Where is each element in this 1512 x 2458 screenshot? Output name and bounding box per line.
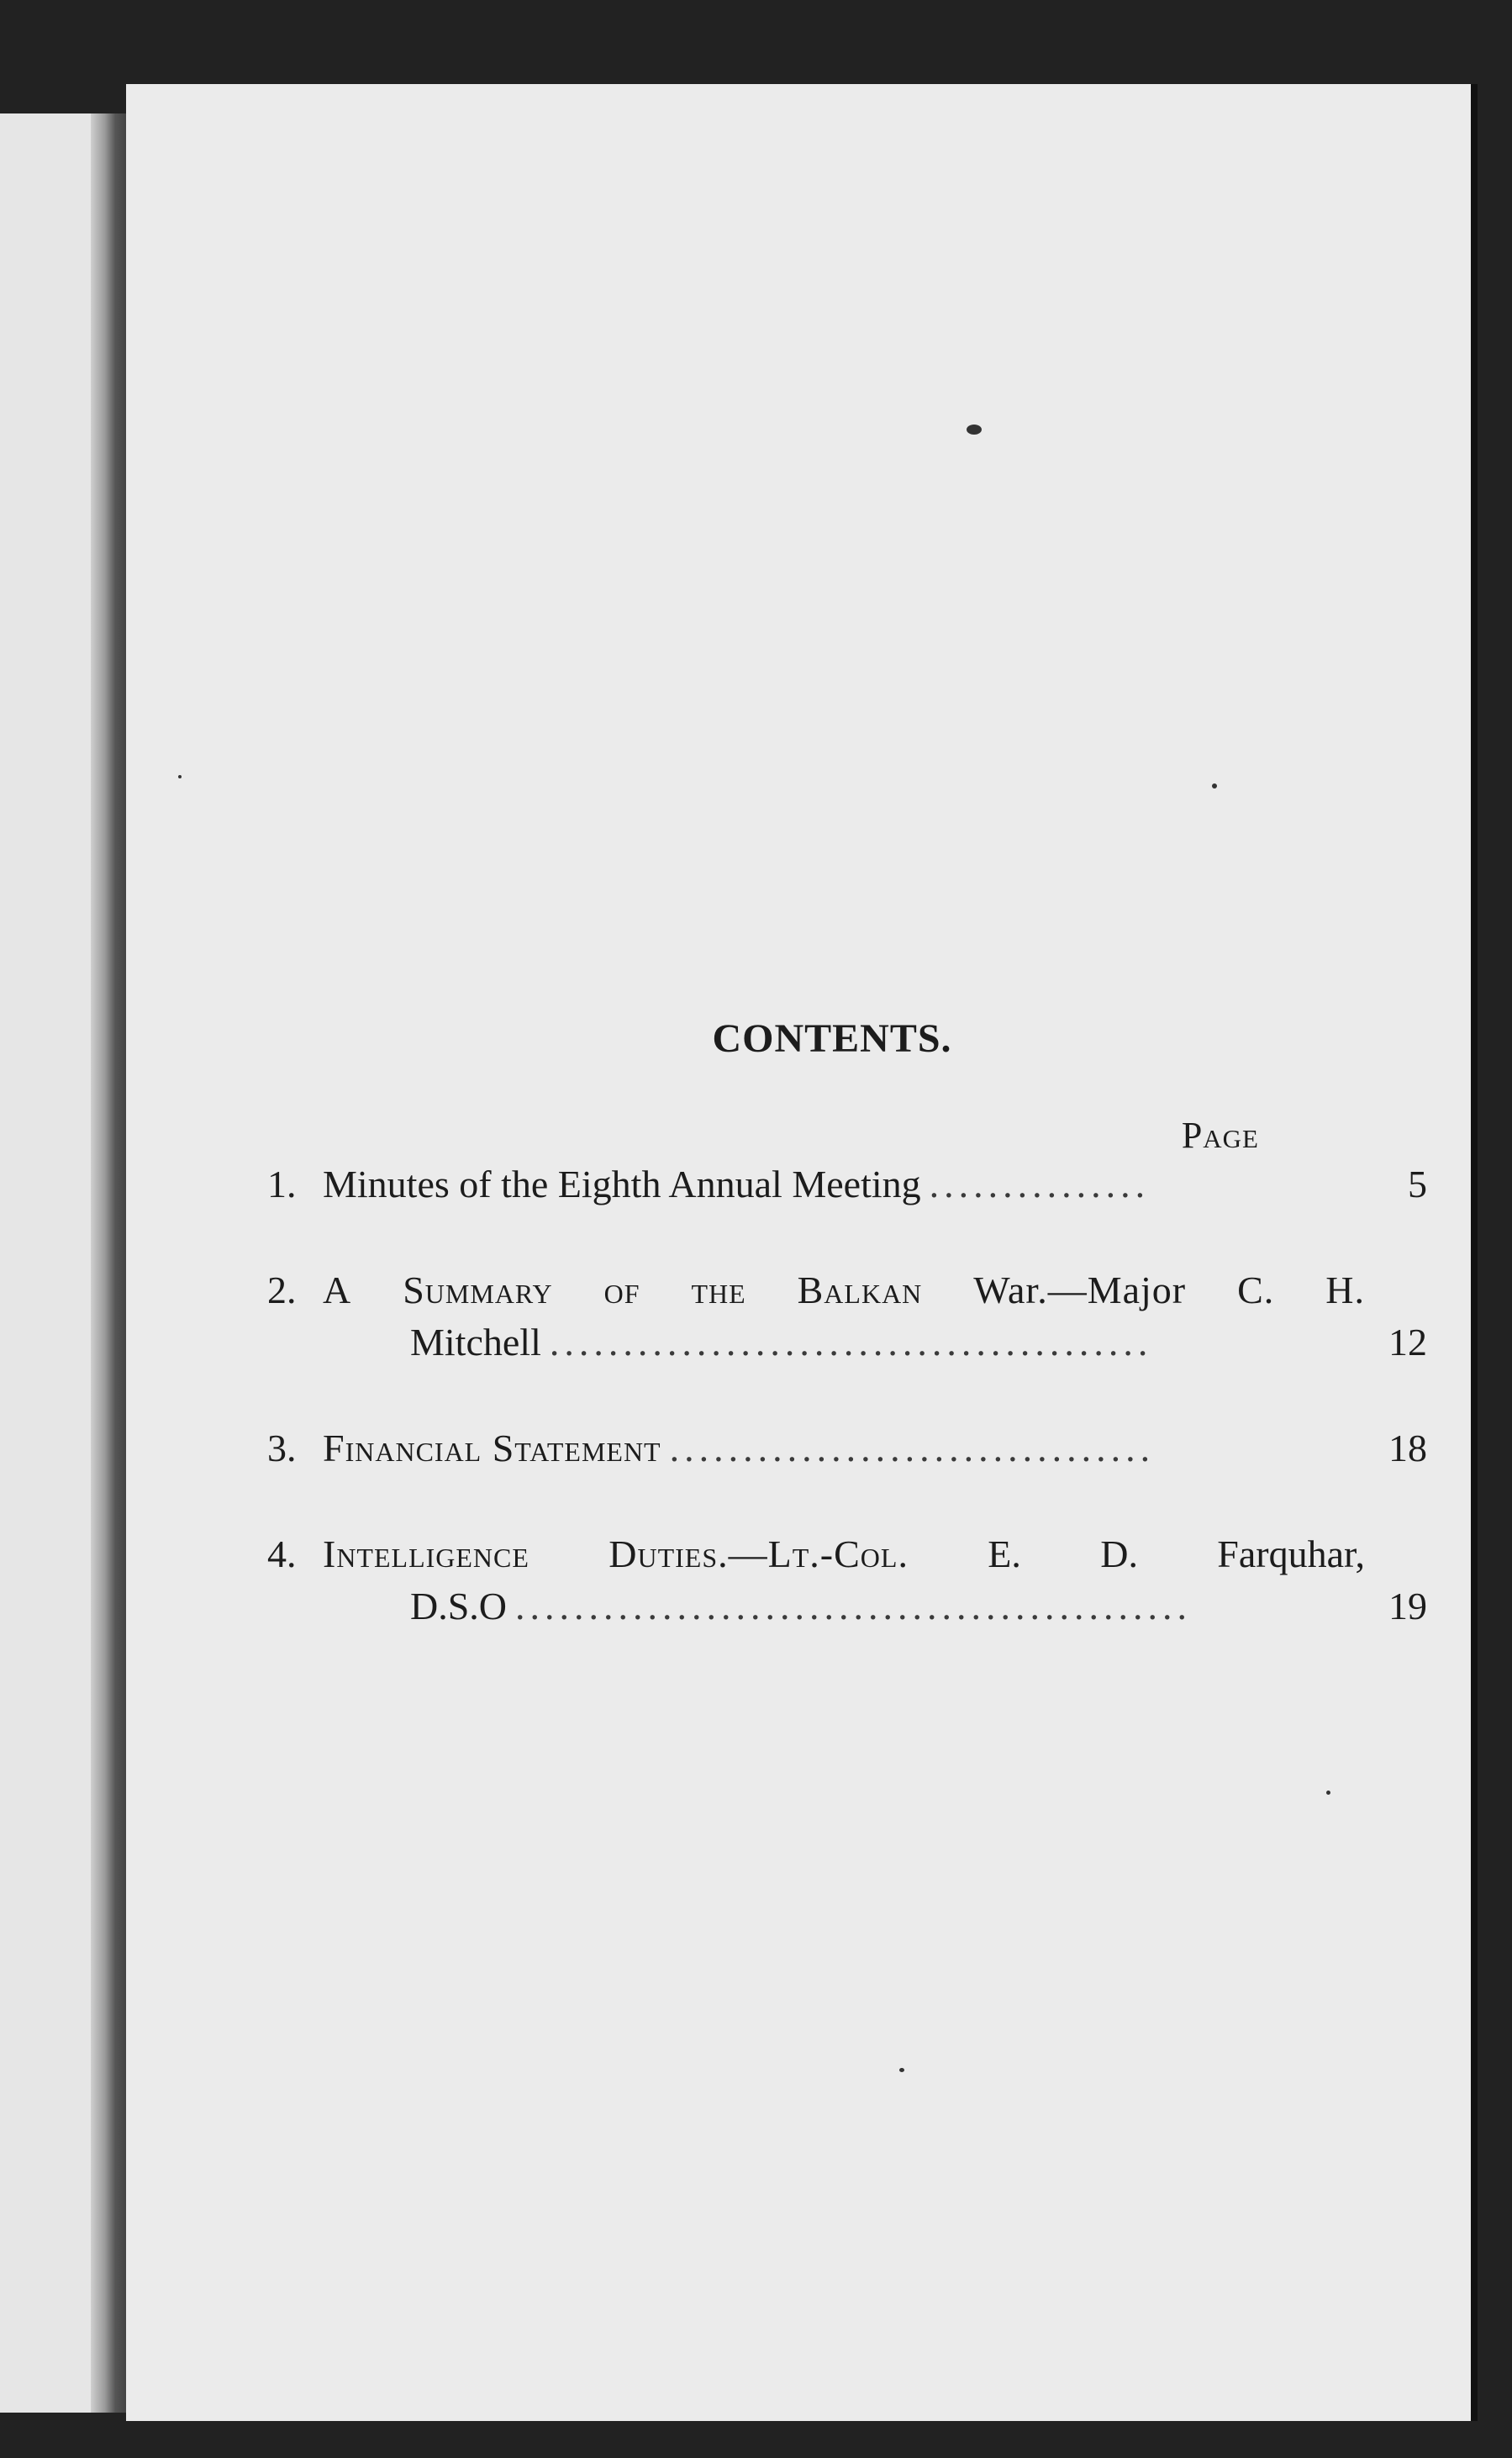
entry-page-number: 18 xyxy=(1388,1427,1427,1469)
dot-leader: ................................. xyxy=(669,1427,1156,1469)
table-of-contents xyxy=(267,1158,1427,1686)
entry-number: 4. xyxy=(267,1532,297,1575)
toc-entry xyxy=(267,1158,1427,1211)
title-word: A xyxy=(323,1269,352,1311)
entry-page-number: 12 xyxy=(1388,1321,1427,1364)
title-word: Balkan xyxy=(797,1269,923,1311)
ink-speck xyxy=(178,775,182,778)
contents-heading: CONTENTS. xyxy=(712,1016,952,1061)
entry-title-line xyxy=(323,1528,1365,1580)
title-word: D. xyxy=(1100,1532,1138,1575)
page-column-label: Page xyxy=(1181,1115,1259,1156)
title-word: Farquhar, xyxy=(1217,1532,1365,1575)
page-gutter-shadow xyxy=(91,113,126,2413)
contents-page xyxy=(126,84,1478,2421)
entry-title: Minutes of the Eighth Annual Meeting xyxy=(323,1163,921,1205)
entry-number: 1. xyxy=(267,1163,297,1205)
entry-number: 2. xyxy=(267,1269,297,1311)
entry-title: Financial Statement xyxy=(323,1427,661,1469)
entry-title-line xyxy=(323,1264,1365,1316)
title-word: War.—Major xyxy=(973,1269,1187,1311)
dot-leader: ............... xyxy=(929,1163,1151,1205)
title-word: Summary xyxy=(403,1269,553,1311)
entry-page-number: 5 xyxy=(1408,1163,1427,1205)
title-word: Intelligence xyxy=(323,1532,529,1575)
title-word: Duties.—Lt.-Col. xyxy=(608,1532,909,1575)
toc-entry xyxy=(267,1422,1427,1474)
entry-title-continued: D.S.O xyxy=(410,1585,508,1627)
entry-title-continued: Mitchell xyxy=(410,1321,541,1364)
dot-leader: ......................................... xyxy=(549,1321,1153,1364)
title-word: of xyxy=(603,1269,640,1311)
title-word: E. xyxy=(988,1532,1021,1575)
ink-speck xyxy=(967,425,982,435)
entry-number: 3. xyxy=(267,1427,297,1469)
toc-entry xyxy=(267,1264,1427,1369)
ink-speck xyxy=(1212,783,1217,789)
entry-page-number: 19 xyxy=(1388,1585,1427,1627)
title-word: H. xyxy=(1325,1269,1365,1311)
ink-speck xyxy=(1326,1791,1330,1795)
ink-speck xyxy=(899,2068,904,2072)
toc-entry xyxy=(267,1528,1427,1633)
dot-leader: .............................................. xyxy=(515,1585,1193,1627)
title-word: the xyxy=(691,1269,746,1311)
title-word: C. xyxy=(1237,1269,1275,1311)
